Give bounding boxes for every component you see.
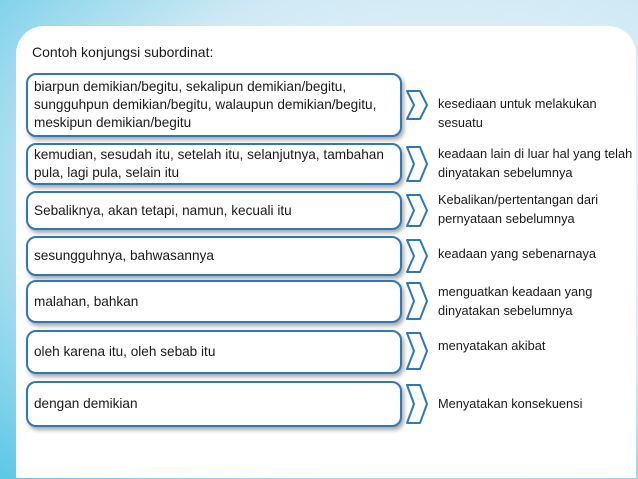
conjunction-text: Sebaliknya, akan tetapi, namun, kecuali itu <box>34 202 292 218</box>
meaning-text: keadaan lain di luar hal yang telah dinyatakan sebelumnya <box>438 146 633 180</box>
conjunction-box <box>26 143 402 185</box>
arrow-icon <box>406 332 428 370</box>
meaning-text: kesediaan untuk melakukan sesuatu <box>438 96 597 130</box>
meaning-text: Kebalikan/pertentangan dari pernyataan sebelumnya <box>438 192 599 226</box>
meaning-text: Menyatakan konsekuensi <box>438 396 583 411</box>
conjunction-text: biarpun demikian/begitu, sekalipun demikian/begitu, sungguhpun demikian/begitu, walaupun demikian/begitu, meskipun demikian/begitu <box>34 79 377 130</box>
conjunction-text: malahan, bahkan <box>34 293 139 309</box>
conjunction-text: sesungguhnya, bahwasannya <box>34 248 214 263</box>
conjunction-box <box>26 73 402 137</box>
meaning-text: menguatkan keadaan yang dinyatakan sebelumnya <box>438 284 593 318</box>
arrow-icon <box>406 282 428 320</box>
conjunction-box <box>26 330 402 374</box>
conjunction-box <box>26 280 402 323</box>
arrow-icon <box>406 239 428 273</box>
meaning-text: keadaan yang sebenarnaya <box>438 246 596 261</box>
conjunction-text: kemudian, sesudah itu, setelah itu, selanjutnya, tambahan pula, lagi pula, selain itu <box>34 147 384 180</box>
slide-heading: Contoh konjungsi subordinat: <box>32 44 214 60</box>
arrow-icon <box>406 194 428 227</box>
arrow-icon <box>406 146 428 182</box>
conjunction-box <box>26 191 402 230</box>
conjunction-text: dengan demikian <box>34 396 138 411</box>
conjunction-box <box>26 381 402 427</box>
meaning-text: menyatakan akibat <box>438 338 546 353</box>
arrow-icon <box>406 90 428 120</box>
arrow-icon <box>406 384 428 424</box>
conjunction-box <box>26 236 402 276</box>
conjunction-text: oleh karena itu, oleh sebab itu <box>34 344 216 359</box>
